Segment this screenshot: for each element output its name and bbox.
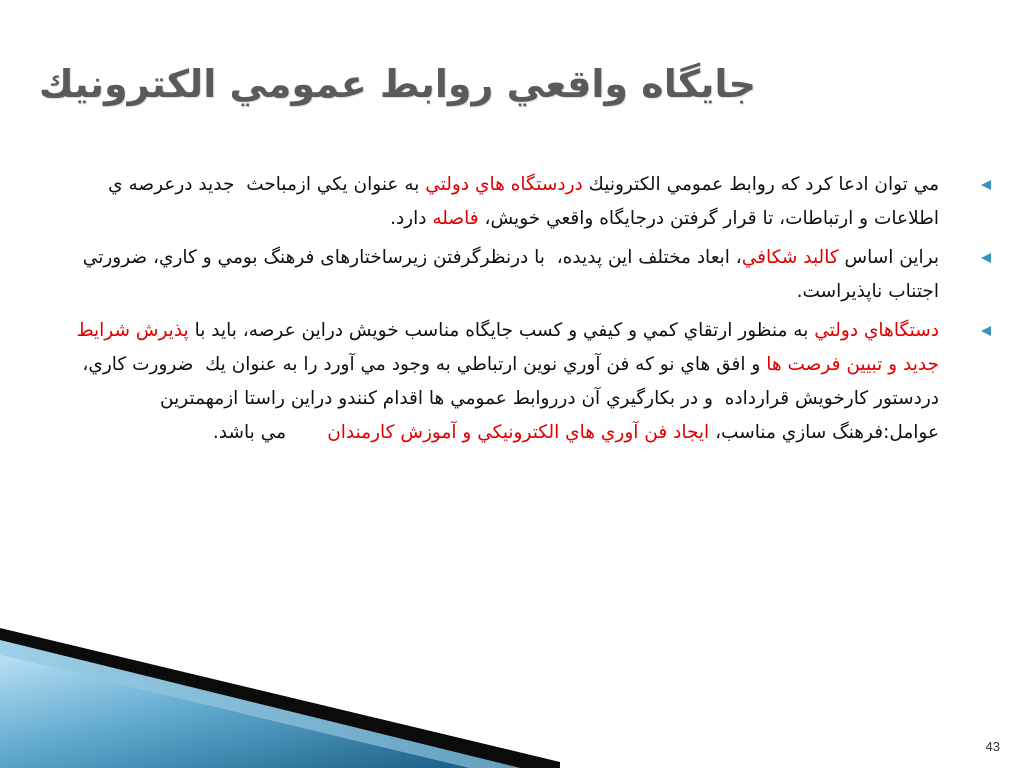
paragraph-1-run-1: مي توان ادعا كرد كه روابط عمومي الكترونيك (582, 174, 939, 195)
paragraph-1-run-4: فاصله (432, 208, 479, 229)
slide-number: 43 (985, 739, 1000, 754)
paragraph-3-run-5: ايجاد فن آوري هاي الكترونيكي و آموزش كارمندان (327, 422, 710, 443)
paragraph-3-run-4: و افق هاي نو كه فن آوري نوين ارتباطي به وجود مي آورد را به عنوان يك ضرورت كاري، دردستور كارخويش قرارداده و در بكارگيري آن درروابط عمومي ها اقدام كنندو دراين راستا ازمهمترين عوامل:فرهنگ سازي مناسب، (70, 354, 939, 443)
paragraph-2-run-2: كالبد شكافي (741, 247, 839, 268)
paragraph-3-run-2: به منظور ارتقاي كمي و كيفي و كسب جايگاه مناسب خويش دراين عرصه، بايد با (188, 320, 815, 341)
paragraph-1-run-5: دارد. (390, 208, 433, 229)
paragraph-3-run-1: دستگاهاي دولتي (814, 320, 939, 341)
paragraph-3-run-6: مي باشد. (212, 422, 328, 443)
paragraph-1-run-3: به عنوان يكي ازمباحث جديد درعرصه ي اطلاعات و ارتباطات، تا قرار گرفتن درجايگاه واقعي خويش، (102, 174, 939, 229)
paragraph-3-run-3: پذيرش شرايط جديد و تبيين فرصت ها (70, 320, 939, 375)
slide-title: جايگاه واقعي روابط عمومي الكترونيك (38, 62, 756, 106)
paragraph-1-run-2: دردستگاه هاي دولتي (425, 174, 583, 195)
paragraph-2-run-1: براين اساس (838, 247, 939, 268)
paragraph-2-run-3: ، ابعاد مختلف اين پديده، با درنظرگرفتن زيرساختارهای فرهنگ بومي و كاري، ضرورتي اجتناب ناپذيراست. (76, 247, 939, 302)
